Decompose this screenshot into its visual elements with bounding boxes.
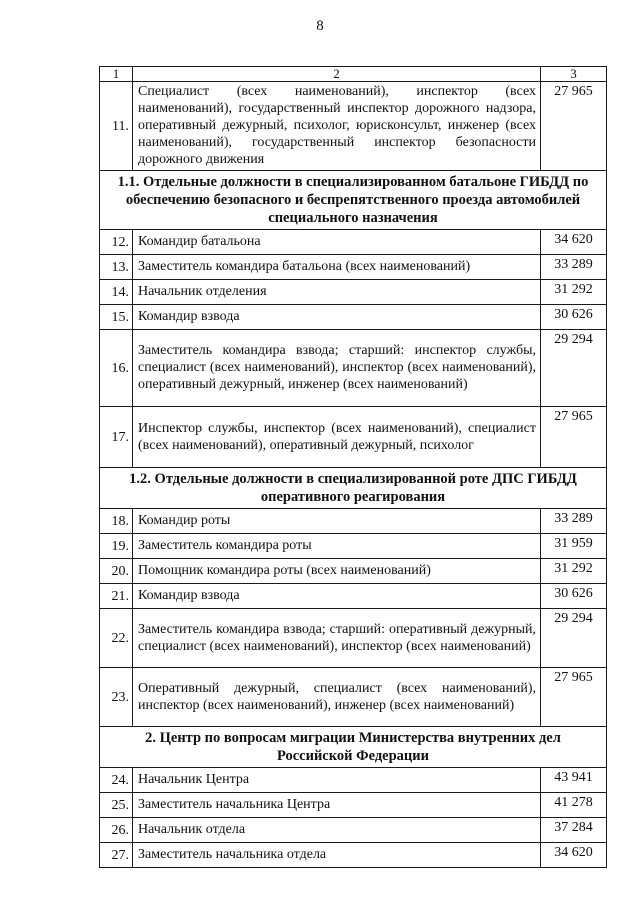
table-row xyxy=(100,793,607,818)
table-row xyxy=(100,305,607,330)
position-title: Помощник командира роты (всех наименований) xyxy=(133,559,541,584)
position-title: Заместитель командира роты xyxy=(133,534,541,559)
row-number: 21. xyxy=(100,584,133,609)
salary-value: 43 941 xyxy=(541,768,607,793)
salary-value: 30 626 xyxy=(541,305,607,330)
position-title: Командир взвода xyxy=(133,584,541,609)
row-number: 24. xyxy=(100,768,133,793)
salary-value: 34 620 xyxy=(541,230,607,255)
table-row xyxy=(100,230,607,255)
salary-value: 27 965 xyxy=(541,407,607,468)
salary-value: 31 292 xyxy=(541,280,607,305)
table-body xyxy=(100,67,607,868)
section-title: 1.2. Отдельные должности в специализированной роте ДПС ГИБДД оперативного реагирования xyxy=(100,468,607,509)
section-heading-row xyxy=(100,468,607,509)
position-title: Специалист (всех наименований), инспектор (всех наименований), государственный инспектор дорожного надзора, оперативный дежурный, психолог, юрисконсульт, инженер (всех наименований), государственный инспектор безопасности дорожного движения xyxy=(133,82,541,171)
table-row xyxy=(100,843,607,868)
header-col-3: 3 xyxy=(541,67,607,82)
salary-value: 31 292 xyxy=(541,559,607,584)
row-number: 26. xyxy=(100,818,133,843)
salary-value: 41 278 xyxy=(541,793,607,818)
table-row xyxy=(100,668,607,727)
table-row xyxy=(100,509,607,534)
salary-value: 37 284 xyxy=(541,818,607,843)
position-title: Командир батальона xyxy=(133,230,541,255)
row-number: 23. xyxy=(100,668,133,727)
header-col-2: 2 xyxy=(133,67,541,82)
salary-value: 31 959 xyxy=(541,534,607,559)
salary-value: 27 965 xyxy=(541,668,607,727)
position-title: Начальник отдела xyxy=(133,818,541,843)
salary-table xyxy=(99,66,607,868)
table-row xyxy=(100,82,607,171)
table-row xyxy=(100,584,607,609)
salary-value: 34 620 xyxy=(541,843,607,868)
salary-value: 30 626 xyxy=(541,584,607,609)
position-title: Командир роты xyxy=(133,509,541,534)
header-col-1: 1 xyxy=(100,67,133,82)
row-number: 12. xyxy=(100,230,133,255)
salary-value: 33 289 xyxy=(541,255,607,280)
section-title: 1.1. Отдельные должности в специализированном батальоне ГИБДД по обеспечению безопасного и беспрепятственного проезда автомобилей специального назначения xyxy=(100,171,607,230)
table-row xyxy=(100,818,607,843)
row-number: 20. xyxy=(100,559,133,584)
position-title: Заместитель командира взвода; старший: оперативный дежурный, специалист (всех наименований), инспектор (всех наименований) xyxy=(133,609,541,668)
section-heading-row xyxy=(100,171,607,230)
section-heading-row xyxy=(100,727,607,768)
position-title: Начальник отделения xyxy=(133,280,541,305)
row-number: 22. xyxy=(100,609,133,668)
table-row xyxy=(100,330,607,407)
position-title: Заместитель командира взвода; старший: инспектор службы, специалист (всех наименований), инспектор (всех наименований), оперативный дежурный, инженер (всех наименований) xyxy=(133,330,541,407)
table-row xyxy=(100,255,607,280)
table-row xyxy=(100,609,607,668)
position-title: Инспектор службы, инспектор (всех наименований), специалист (всех наименований), оперативный дежурный, психолог xyxy=(133,407,541,468)
row-number: 13. xyxy=(100,255,133,280)
row-number: 18. xyxy=(100,509,133,534)
salary-value: 33 289 xyxy=(541,509,607,534)
position-title: Командир взвода xyxy=(133,305,541,330)
row-number: 25. xyxy=(100,793,133,818)
position-title: Начальник Центра xyxy=(133,768,541,793)
section-title: 2. Центр по вопросам миграции Министерства внутренних дел Российской Федерации xyxy=(100,727,607,768)
row-number: 11. xyxy=(100,82,133,171)
salary-value: 27 965 xyxy=(541,82,607,171)
position-title: Заместитель командира батальона (всех наименований) xyxy=(133,255,541,280)
table-row xyxy=(100,407,607,468)
salary-value: 29 294 xyxy=(541,330,607,407)
position-title: Заместитель начальника отдела xyxy=(133,843,541,868)
table-row xyxy=(100,559,607,584)
position-title: Заместитель начальника Центра xyxy=(133,793,541,818)
header-row xyxy=(100,67,607,82)
page-number: 8 xyxy=(316,18,324,34)
row-number: 17. xyxy=(100,407,133,468)
row-number: 14. xyxy=(100,280,133,305)
row-number: 19. xyxy=(100,534,133,559)
table-row xyxy=(100,280,607,305)
row-number: 16. xyxy=(100,330,133,407)
table-row xyxy=(100,768,607,793)
salary-value: 29 294 xyxy=(541,609,607,668)
row-number: 27. xyxy=(100,843,133,868)
position-title: Оперативный дежурный, специалист (всех наименований), инспектор (всех наименований), инженер (всех наименований) xyxy=(133,668,541,727)
row-number: 15. xyxy=(100,305,133,330)
table-row xyxy=(100,534,607,559)
